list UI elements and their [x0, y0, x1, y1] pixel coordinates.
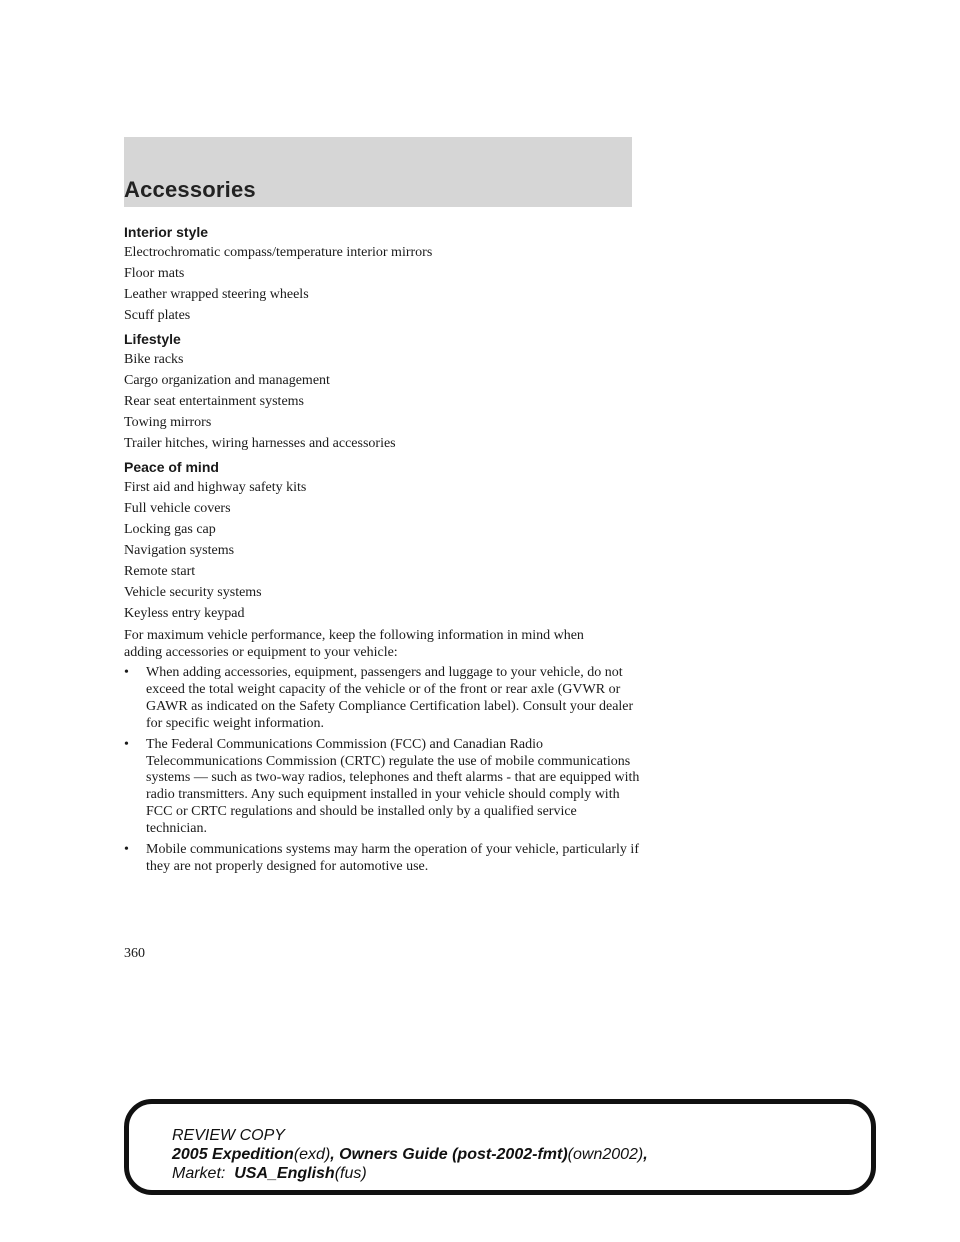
- review-copy-text: [172, 1126, 648, 1183]
- list-item: First aid and highway safety kits: [124, 480, 307, 495]
- model-name: 2005 Expedition: [172, 1146, 294, 1163]
- bullet-icon: •: [124, 842, 129, 858]
- review-copy-label: REVIEW COPY: [172, 1127, 285, 1144]
- section-lifestyle: [124, 329, 644, 454]
- guide-name: Owners Guide (post-2002-fmt): [339, 1146, 568, 1163]
- intro-paragraph: For maximum vehicle performance, keep the following information in mind when adding accessories or equipment to your vehicle:: [124, 628, 584, 660]
- list-item: Full vehicle covers: [124, 501, 231, 516]
- bullet-item: [124, 842, 640, 876]
- list-item: Electrochromatic compass/temperature interior mirrors: [124, 245, 433, 260]
- section-peace-of-mind: [124, 457, 644, 624]
- list-item: Scuff plates: [124, 308, 191, 323]
- market-code: (fus): [334, 1165, 367, 1182]
- section-title: Accessories: [124, 177, 256, 202]
- section-heading: Interior style: [124, 224, 209, 240]
- review-copy-model-line: [172, 1145, 648, 1164]
- list-item: Bike racks: [124, 352, 184, 367]
- bullet-icon: •: [124, 665, 129, 680]
- bullet-icon: •: [124, 736, 129, 752]
- section-interior-style: [124, 222, 644, 326]
- list-item: Floor mats: [124, 266, 185, 281]
- bullet-item: [124, 665, 640, 733]
- list-item: Cargo organization and management: [124, 373, 330, 388]
- bullet-text: When adding accessories, equipment, passengers and luggage to your vehicle, do not exceed the total weight capacity of the vehicle or of the front or rear axle (GVWR or GAWR as indicated on the Safety Compliance Certification label). Consult your dealer for specific weight information.: [146, 665, 634, 731]
- section-heading: Peace of mind: [124, 459, 219, 475]
- bullet-text: Mobile communications systems may harm the operation of your vehicle, particularly if they are not properly designed for automotive use.: [146, 842, 639, 874]
- market-name: USA_English: [234, 1165, 335, 1182]
- list-item: Vehicle security systems: [124, 585, 262, 600]
- section-header-band: [124, 137, 632, 207]
- review-copy-market-line: [172, 1164, 648, 1183]
- separator: ,: [330, 1146, 340, 1163]
- bullet-text: The Federal Communications Commission (FCC) and Canadian Radio Telecommunications Commission (CRTC) regulate the use of mobile communications systems — such as two-way radios, telephones and theft alarms - that are equipped with radio transmitters. Any such equipment installed in your vehicle should comply with FCC or CRTC regulations and should be installed only by a qualified service technician.: [146, 736, 640, 837]
- model-code: (exd): [293, 1146, 331, 1163]
- list-item: Locking gas cap: [124, 522, 216, 537]
- list-item: Navigation systems: [124, 543, 235, 558]
- page-content: [124, 222, 644, 880]
- separator: ,: [643, 1146, 648, 1163]
- list-item: Keyless entry keypad: [124, 606, 245, 621]
- section-heading: Lifestyle: [124, 331, 181, 347]
- guide-code: (own2002): [567, 1146, 644, 1163]
- review-copy-box: [124, 1099, 876, 1195]
- market-label: Market:: [172, 1165, 235, 1182]
- list-item: Leather wrapped steering wheels: [124, 287, 309, 302]
- list-item: Towing mirrors: [124, 415, 212, 430]
- list-item: Rear seat entertainment systems: [124, 394, 304, 409]
- bullet-item: [124, 737, 640, 838]
- list-item: Trailer hitches, wiring harnesses and accessories: [124, 436, 396, 451]
- page-number: 360: [124, 946, 145, 961]
- list-item: Remote start: [124, 564, 196, 579]
